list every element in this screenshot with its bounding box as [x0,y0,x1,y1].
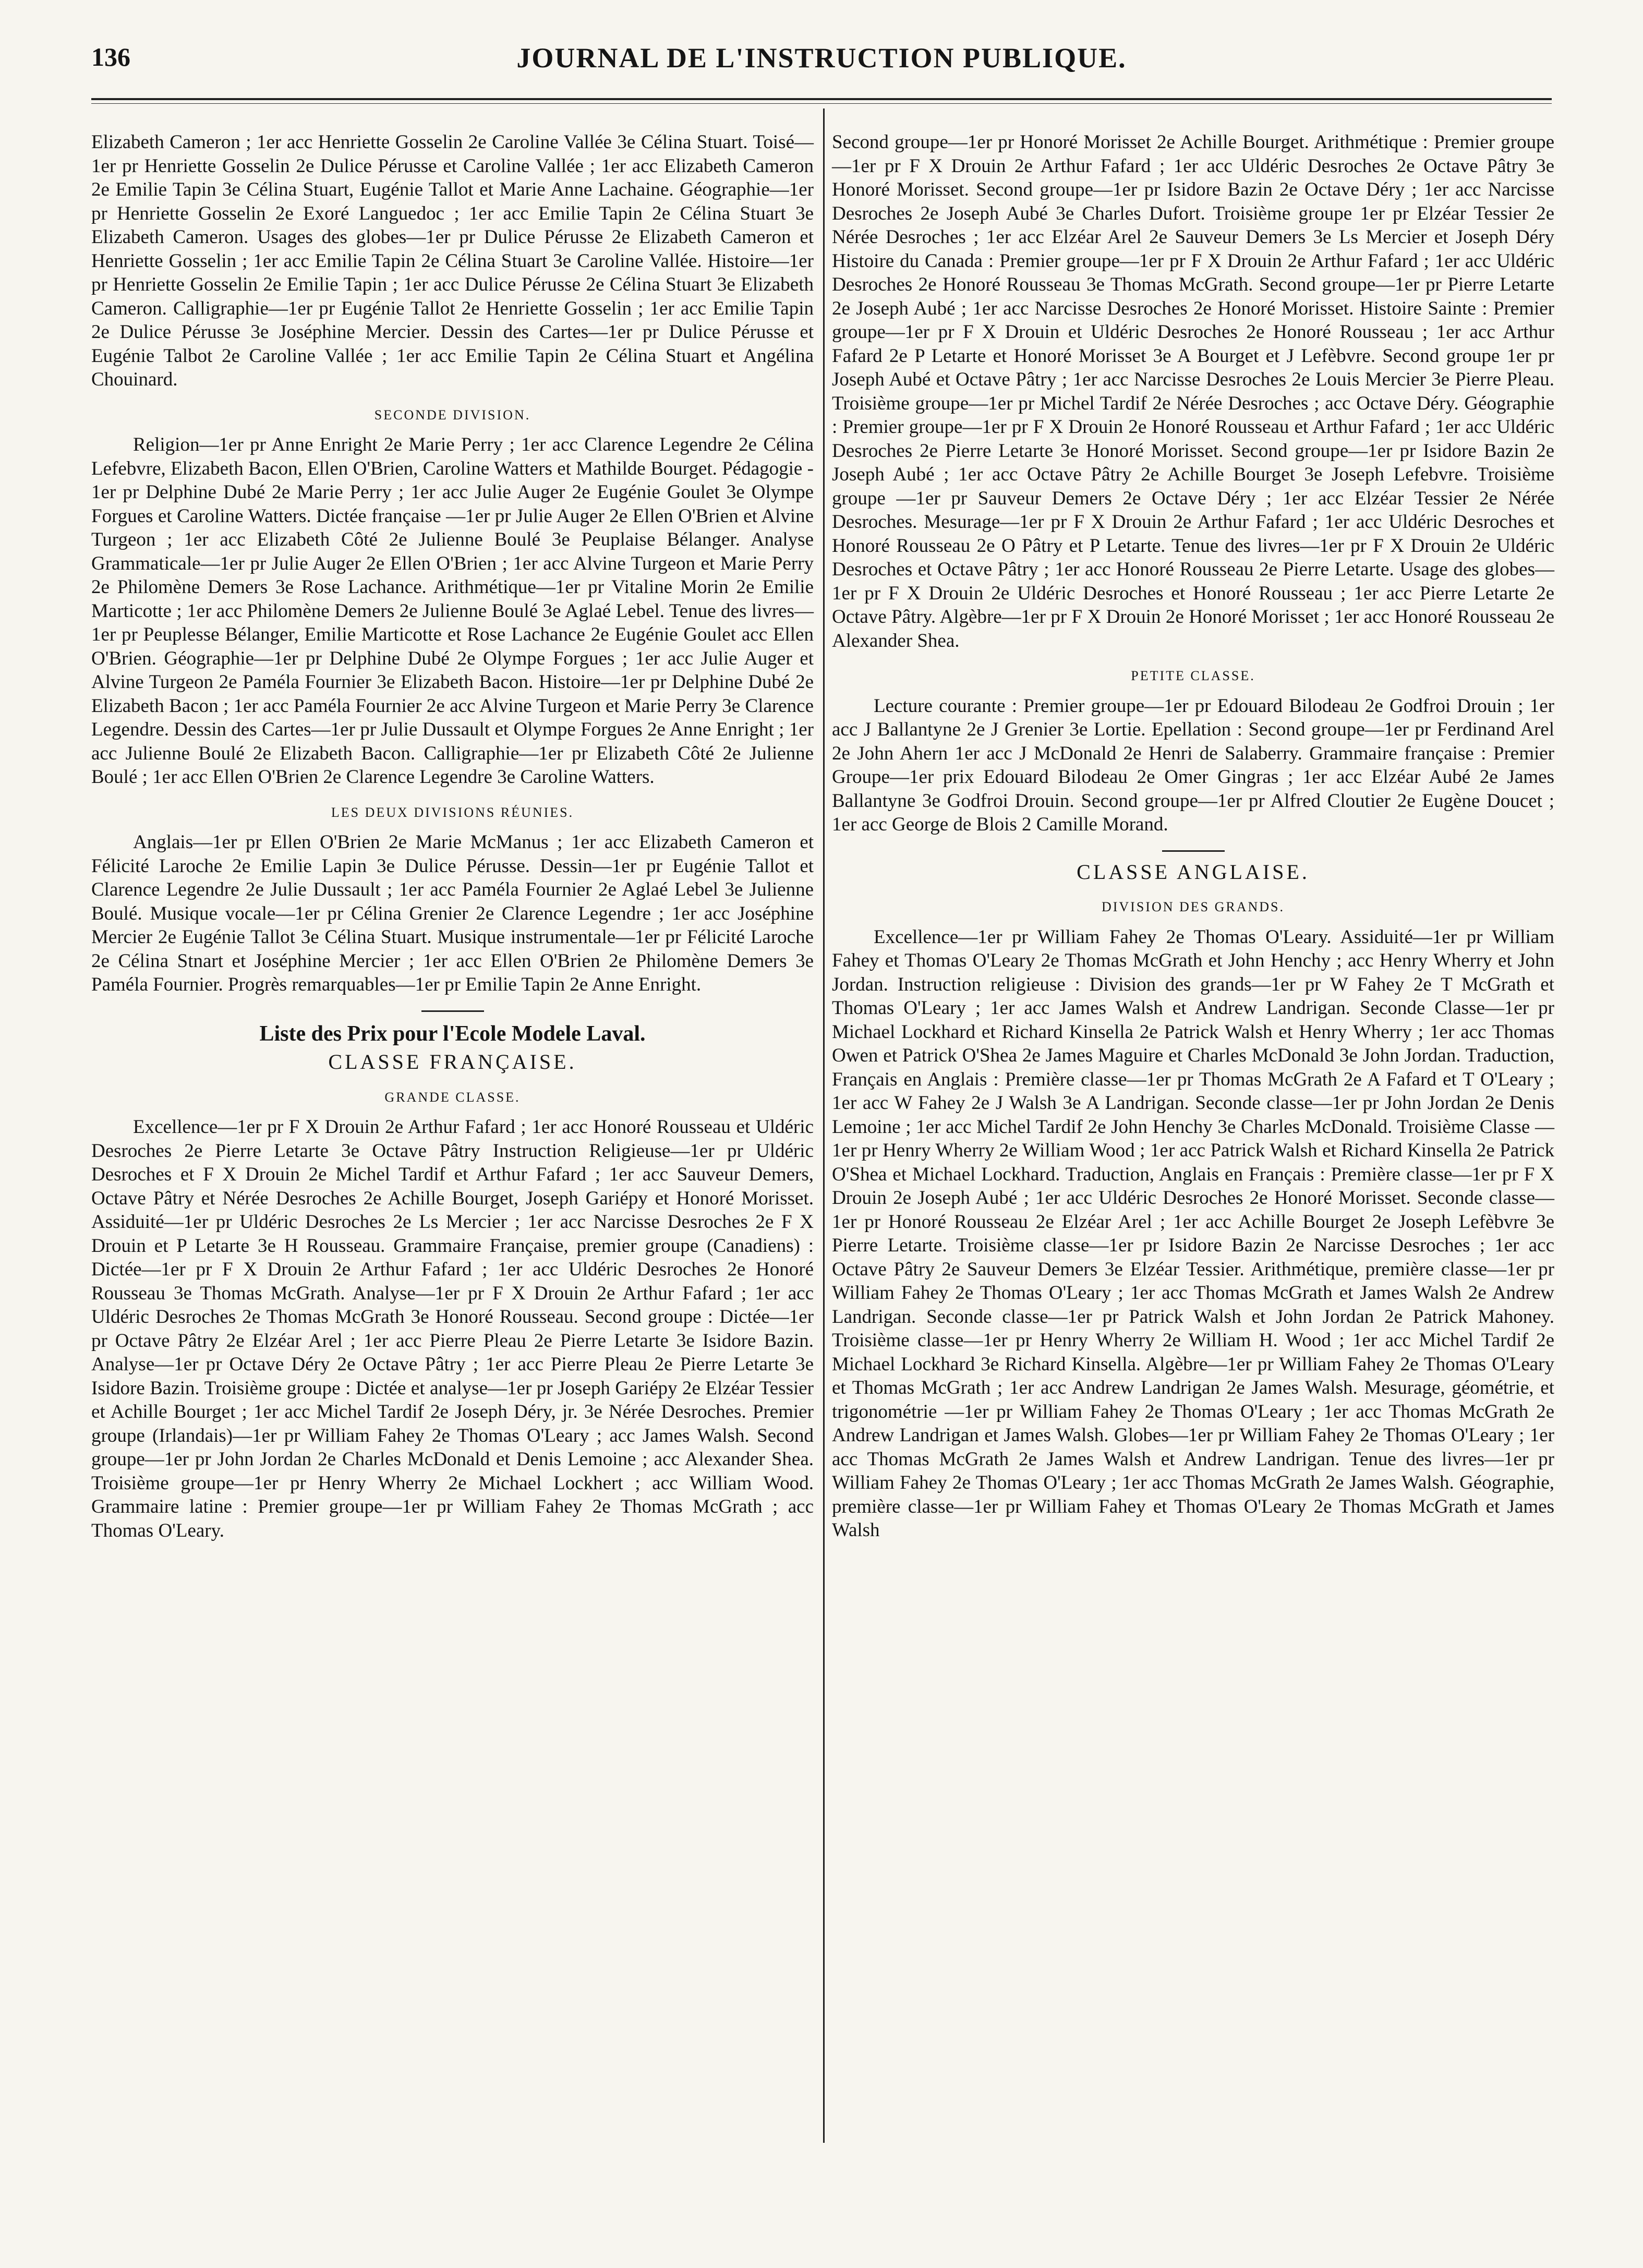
paragraph-grande-classe-cont: Second groupe—1er pr Honoré Morisset 2e Achille Bourget. Arithmétique : Premier groupe—1er pr F X Drouin 2e Arthur Fafard ; 1er acc Uldéric Desroches 2e Octave Pâtry 3e Honoré Morisset. Second groupe—1er pr Isidore Bazin 2e Octave Déry ; 1er acc Narcisse Desroches 2e Joseph Aubé 3e Charles Dufort. Troisième groupe 1er pr Elzéar Tessier 2e Nérée Desroches ; 1er acc Elzéar Arel 2e Sauveur Demers 3e Ls Mercier et Joseph Déry Histoire du Canada : Premier groupe—1er pr F X Drouin 2e Arthur Fafard ; 1er acc Uldéric Desroches 2e Honoré Rousseau 3e Thomas McGrath. Second groupe—1er pr Pierre Letarte 2e Joseph Aubé ; 1er acc Narcisse Desroches 2e Honoré Morisset. Histoire Sainte : Premier groupe—1er pr F X Drouin et Uldéric Desroches 2e Honoré Rousseau ; 1er acc Arthur Fafard 2e P Letarte et Honoré Morisset 3e A Bourget et J Lefèbvre. Second groupe 1er pr Joseph Aubé et Octave Pâtry ; 1er acc Narcisse Desroches 2e Louis Mercier 3e Pierre Pleau. Troisième groupe—1er pr Michel Tardif 2e Nérée Desroches ; acc Octave Déry. Géographie : Premier groupe—1er pr F X Drouin 2e Honoré Rousseau et Arthur Fafard ; 1er acc Uldéric Desroches 2e Pierre Letarte 3e Honoré Morisset. Second groupe—1er pr Isidore Bazin 2e Joseph Aubé ; 1er acc Octave Pâtry 2e Achille Bourget 3e Joseph Lefebvre. Troisième groupe —1er pr Sauveur Demers 2e Octave Déry ; 1er acc Elzéar Tessier 2e Nérée Desroches. Mesurage—1er pr F X Drouin 2e Arthur Fafard ; 1er acc Uldéric Desroches et Honoré Rousseau 2e O Pâtry et P Letarte. Tenue des livres—1er pr F X Drouin 2e Uldéric Desroches et Octave Pâtry ; 1er acc Honoré Rousseau 2e Pierre Letarte. Usage des globes—1er pr F X Drouin 2e Uldéric Desroches et Honoré Rousseau ; 1er acc Pierre Letarte 2e Octave Pâtry. Algèbre—1er pr F X Drouin 2e Honoré Morisset ; 1er acc Honoré Rousseau 2e Alexander Shea. [832,131,1554,652]
section-rule [421,1010,484,1012]
heading-grande-classe: GRANDE CLASSE. [384,1089,521,1105]
left-column [91,130,814,1542]
heading-seconde-division: SECONDE DIVISION. [374,407,531,423]
page-header [91,42,1552,78]
section-rule [1162,850,1225,852]
paragraph-premiere-division-end: Elizabeth Cameron ; 1er acc Henriette Gosselin 2e Caroline Vallée 3e Célina Stuart. Toisé—1er pr Henriette Gosselin 2e Dulice Pérusse et Caroline Vallée ; 1er acc Elizabeth Cameron 2e Emilie Tapin 3e Célina Stuart, Eugénie Tallot et Marie Anne Lachaine. Géographie—1er pr Henriette Gosselin 2e Exoré Languedoc ; 1er acc Emilie Tapin 2e Célina Stuart 3e Elizabeth Cameron. Usages des globes—1er pr Dulice Pérusse 2e Elizabeth Cameron et Henriette Gosselin ; 1er acc Emilie Tapin 2e Célina Stuart 3e Caroline Vallée. Histoire—1er pr Henriette Gosselin 2e Emilie Tapin ; 1er acc Dulice Pérusse 2e Célina Stuart 3e Elizabeth Cameron. Calligraphie—1er pr Eugénie Tallot 2e Henriette Gosselin ; 1er acc Emilie Tapin 2e Dulice Pérusse 3e Joséphine Mercier. Dessin des Cartes—1er pr Dulice Pérusse et Eugénie Talbot 2e Caroline Vallée ; 1er acc Emilie Tapin 2e Célina Stuart et Angélina Chouinard. [91,131,814,390]
paragraph-grande-classe: Excellence—1er pr F X Drouin 2e Arthur Fafard ; 1er acc Honoré Rousseau et Uldéric Desroches 2e Pierre Letarte 3e Octave Pâtry Instruction Religieuse—1er pr Uldéric Desroches et F X Drouin 2e Michel Tardif et Arthur Fafard ; 1er acc Sauveur Demers, Octave Pâtry et Nérée Desroches 2e Achille Bourget, Joseph Gariépy et Honoré Morisset. Assiduité—1er pr Uldéric Desroches 2e Ls Mercier ; 1er acc Narcisse Desroches 2e F X Drouin et P Letarte 3e H Rousseau. Grammaire Française, premier groupe (Canadiens) : Dictée—1er pr F X Drouin 2e Arthur Fafard ; 1er acc Uldéric Desroches 2e Honoré Rousseau 3e Thomas McGrath. Analyse—1er pr F X Drouin 2e Arthur Fafard ; 1er acc Uldéric Desroches 2e Thomas McGrath 3e Honoré Rousseau. Second groupe : Dictée—1er pr Octave Pâtry 2e Elzéar Arel ; 1er acc Pierre Pleau 2e Pierre Letarte 3e Isidore Bazin. Analyse—1er pr Octave Déry 2e Octave Pâtry ; 1er acc Pierre Pleau 2e Pierre Letarte 3e Isidore Bazin. Troisième groupe : Dictée et analyse—1er pr Joseph Gariépy 2e Elzéar Tessier et Achille Bourget ; 1er acc Michel Tardif 2e Joseph Déry, jr. 3e Nérée Desroches. Premier groupe (Irlandais)—1er pr William Fahey 2e Thomas O'Leary ; acc James Walsh. Second groupe—1er pr John Jordan 2e Charles McDonald et Denis Lemoine ; acc Alexander Shea. Troisième groupe—1er pr Henry Wherry 2e Michael Lockhert ; acc William Wood. Grammaire latine : Premier groupe—1er pr William Fahey 2e Thomas McGrath ; acc Thomas O'Leary. [91,1116,814,1541]
paragraph-divisions-reunies: Anglais—1er pr Ellen O'Brien 2e Marie McManus ; 1er acc Elizabeth Cameron et Félicité Laroche 2e Emilie Lapin 3e Dulice Pérusse. Dessin—1er pr Eugénie Tallot et Clarence Legendre 2e Julie Dussault ; 1er acc Paméla Fournier 2e Aglaé Lebel 3e Julienne Boulé. Musique vocale—1er pr Célina Grenier 2e Clarence Legendre ; 1er acc Joséphine Mercier 2e Eugénie Tallot 3e Célina Stuart. Musique instrumentale—1er pr Félicité Laroche 2e Célina Stnart et Joséphine Mercier ; 1er acc Ellen O'Brien 2e Philomène Demers 3e Paméla Fournier. Progrès remarquables—1er pr Emilie Tapin 2e Anne Enright. [91,831,814,995]
heading-classe-anglaise: CLASSE ANGLAISE. [1077,860,1310,884]
paragraph-seconde-division: Religion—1er pr Anne Enright 2e Marie Perry ; 1er acc Clarence Legendre 2e Célina Lefebvre, Elizabeth Bacon, Ellen O'Brien, Caroline Watters et Mathilde Bourget. Pédagogie - 1er pr Delphine Dubé 2e Marie Perry ; 1er acc Julie Auger 2e Eugénie Goulet 3e Olympe Forgues et Caroline Watters. Dictée française —1er pr Julie Auger 2e Ellen O'Brien et Alvine Turgeon ; 1er acc Elizabeth Côté 2e Julienne Boulé 3e Peuplaise Bélanger. Analyse Grammaticale—1er pr Julie Auger 2e Ellen O'Brien ; 1er acc Alvine Turgeon et Marie Perry 2e Philomène Demers 3e Rose Lachance. Arithmétique—1er pr Vitaline Morin 2e Emilie Marticotte ; 1er acc Philomène Demers 2e Julienne Boulé 3e Aglaé Lebel. Tenue des livres—1er pr Peuplesse Bélanger, Emilie Marticotte et Rose Lachance 2e Eugénie Goulet acc Ellen O'Brien. Géographie—1er pr Delphine Dubé 2e Olympe Forgues ; 1er acc Julie Auger et Alvine Turgeon 2e Paméla Fournier 3e Elizabeth Bacon. Histoire—1er pr Delphine Dubé 2e Elizabeth Bacon ; 1er acc Paméla Fournier 2e acc Alvine Turgeon et Marie Perry 3e Clarence Legendre. Dessin des Cartes—1er pr Julie Dussault et Olympe Forgues 2e Anne Enright ; 1er acc Julienne Boulé 2e Elizabeth Bacon. Calligraphie—1er pr Elizabeth Côté 2e Julienne Boulé ; 1er acc Ellen O'Brien 2e Clarence Legendre 3e Caroline Watters. [91,434,814,788]
column-divider [823,108,825,2143]
header-rule-thin [91,103,1552,104]
page-number: 136 [91,42,130,71]
right-column [832,130,1554,1542]
heading-division-des-grands: DIVISION DES GRANDS. [1101,899,1285,914]
header-rule [91,98,1552,100]
heading-petite-classe: PETITE CLASSE. [1131,668,1255,683]
paragraph-petite-classe: Lecture courante : Premier groupe—1er pr Edouard Bilodeau 2e Godfroi Drouin ; 1er acc J Ballantyne 2e J Grenier 3e Lortie. Epellation : Second groupe—1er pr Ferdinand Arel 2e John Ahern 1er acc J McDonald 2e Henri de Salaberry. Grammaire française : Premier Groupe—1er prix Edouard Bilodeau 2e Omer Gingras ; 1er acc Elzéar Aubé 2e James Ballantyne 3e Godfroi Drouin. Second groupe—1er pr Alfred Cloutier 2e Eugène Doucet ; 1er acc George de Blois 2 Camille Morand. [832,695,1554,835]
heading-classe-francaise: CLASSE FRANÇAISE. [328,1050,577,1073]
journal-title: JOURNAL DE L'INSTRUCTION PUBLIQUE. [516,42,1127,74]
heading-divisions-reunies: LES DEUX DIVISIONS RÉUNIES. [331,804,574,820]
paragraph-division-des-grands: Excellence—1er pr William Fahey 2e Thomas O'Leary. Assiduité—1er pr William Fahey et Thomas O'Leary 2e Thomas McGrath et John Henchy ; acc Henry Wherry et John Jordan. Instruction religieuse : Division des grands—1er pr W Fahey 2e T McGrath et Thomas O'Leary ; 1er acc James Walsh et Andrew Landrigan. Seconde Classe—1er pr Michael Lockhard et Richard Kinsella 2e Patrick Walsh et Henry Wherry ; 1er acc Thomas Owen et Patrick O'Shea 2e James Maguire et Charles McDonald 3e John Jordan. Traduction, Français en Anglais : Première classe—1er pr Thomas McGrath 2e A Fafard et T O'Leary ; 1er acc W Fahey 2e J Walsh 3e A Landrigan. Seconde classe—1er pr John Jordan 2e Denis Lemoine ; 1er acc Michel Tardif 2e John Henchy 3e Charles McDonald. Troisième Classe —1er pr Henry Wherry 2e William Wood ; 1er acc Patrick Walsh et Richard Kinsella 2e Patrick O'Shea et Michael Lockhard. Traduction, Anglais en Français : Première classe—1er pr F X Drouin 2e Joseph Aubé ; 1er acc Uldéric Desroches 2e Honoré Morisset. Seconde classe—1er pr Honoré Rousseau 2e Elzéar Arel ; 1er acc Achille Bourget 2e Joseph Lefèbvre 3e Pierre Letarte. Troisième classe—1er pr Isidore Bazin 2e Narcisse Desroches ; 1er acc Octave Pâtry 2e Sauveur Demers 3e Elzéar Tessier. Arithmétique, première classe—1er pr William Fahey 2e Thomas O'Leary ; 1er acc Thomas McGrath et James Walsh 2e Andrew Landrigan. Seconde classe—1er pr Patrick Walsh et John Jordan 2e Patrick Mahoney. Troisième classe—1er pr Henry Wherry 2e William H. Wood ; 1er acc Michel Tardif 2e Michael Lockhard 3e Richard Kinsella. Algèbre—1er pr William Fahey 2e Thomas O'Leary et Thomas McGrath ; 1er acc Andrew Landrigan 2e James Walsh. Mesurage, géométrie, et trigonométrie —1er pr William Fahey 2e Thomas O'Leary ; 1er acc Thomas McGrath 2e Andrew Landrigan et James Walsh. Globes—1er pr William Fahey 2e Thomas O'Leary ; 1er acc Thomas McGrath 2e James Walsh et Andrew Landrigan. Tenue des livres—1er pr William Fahey 2e Thomas O'Leary ; 1er acc Thomas McGrath 2e James Walsh. Géographie, première classe—1er pr William Fahey et Thomas O'Leary 2e Thomas McGrath et James Walsh [832,926,1554,1541]
heading-liste-des-prix: Liste des Prix pour l'Ecole Modele Laval. [259,1021,646,1046]
